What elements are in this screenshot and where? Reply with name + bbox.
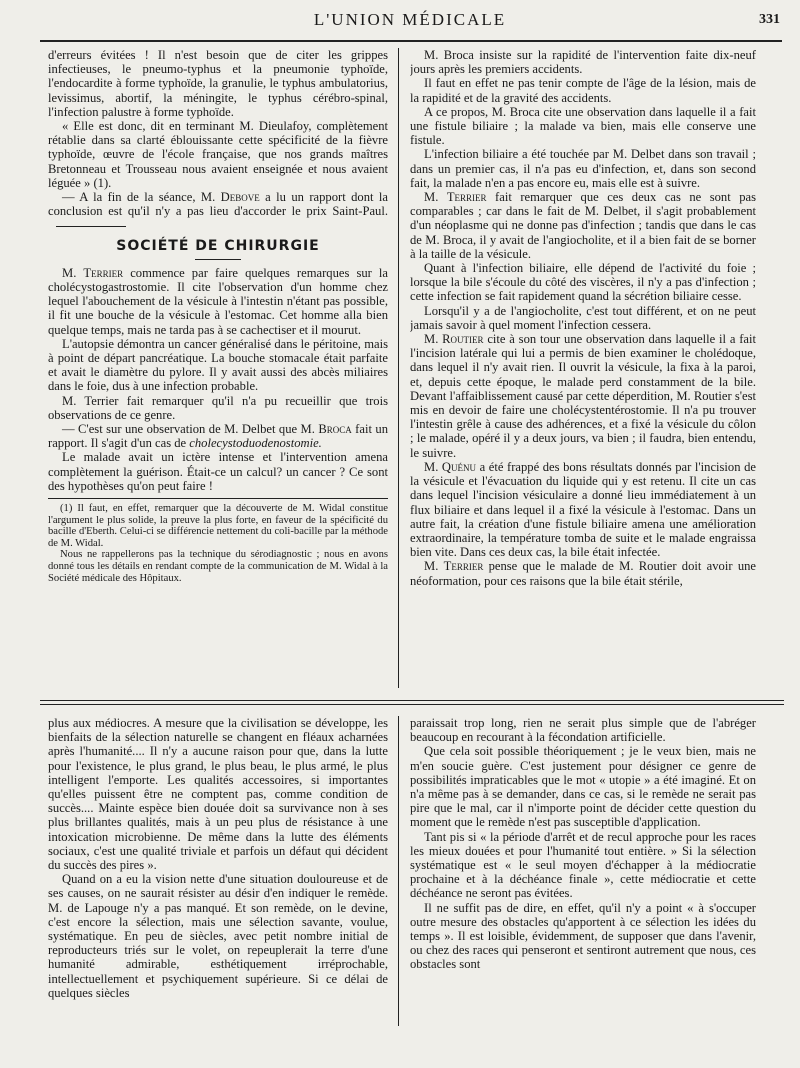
text: M. bbox=[424, 332, 443, 347]
separator bbox=[195, 259, 241, 260]
page-header bbox=[40, 10, 780, 36]
running-title: L'UNION MÉDICALE bbox=[313, 10, 507, 29]
top-right-column bbox=[410, 48, 756, 692]
footnote bbox=[48, 503, 388, 584]
text: a été frappé des bons résultats donnés par l'incision de la vésicule et l'évacuation du liquide qui y est retenu. Il cite un cas dans lequel l'incision vésiculaire a donné lieu immédiatement à un flux biliaire et dans lequel il a fixé la vésicule à l'estomac. Dans un autre fait, la création d'une fistule biliaire amena une amélioration extraordinaire, la température tomba de suite et le malade engraissa bien vite. Dans ces deux cas, la bile était infectée. bbox=[410, 459, 756, 560]
paragraph bbox=[410, 332, 756, 460]
text: M. bbox=[424, 559, 444, 574]
bottom-left-column bbox=[48, 716, 388, 1056]
author-name: Terrier bbox=[83, 265, 124, 280]
text: M. bbox=[424, 190, 447, 205]
paragraph: Tant pis si « la période d'arrêt et de recul approche pour les races les mieux douées et pour l'humanité tout entière. » Si la sélection systématique est « le seul moyen d'échapper à la médiocratie prochaine et à la déchéance finale », cette médiocratie et cette déchéance ne seront pas évitées. bbox=[410, 829, 756, 901]
author-name: Routier bbox=[442, 332, 484, 347]
text: — C'est sur une observation de M. Delbet que M. bbox=[62, 422, 319, 437]
paragraph: plus aux médiocres. A mesure que la civilisation se développe, les bienfaits de la sélection naturelle se changent en fléaux acharnées après l'humanité.... Il n'y a aucune raison pour que, dans la lutte pour l'existence, le plus grand, le plus beau, le plus armé, le plus intelligent l'emporte. Les qualités accessoires, si importantes qu'elles puissent être ne comptent pas, comme condition de succès.... Mainte espèce bien douée doit sa survivance non à ses plus brillantes qualités, mais à un peu plus de résistance à une intoxication microbienne. De même dans la lutte des éléments sociaux, c'est une qualité triviale et parfois un défaut qui décident du succès des pires ». bbox=[48, 716, 388, 873]
footnote-rule bbox=[48, 498, 388, 499]
header-rule bbox=[40, 40, 782, 42]
author-name: Terrier bbox=[443, 559, 484, 574]
text: cite à son tour une observation dans laquelle il a fait l'incision latérale qui lui a permis de bien examiner le cholédoque, dans lequel il n'y avait rien. Il ouvrit la vésicule, la fixa à la paroi, et, depuis cette époque, le malade perd constamment de la bile. Devant l'affaiblissement causé par cette déperdition, M. Routier s'est mis en devoir de faire une cholécystentérostomie. Il n'a pu trouver l'intestin grêle à cause des adhérences, et a fixé la vésicule du côlon ; le malade, opéré il y a deux jours, va bien ; il faudra, bien entendu, le suivre. bbox=[410, 332, 756, 460]
paragraph: Que cela soit possible théoriquement ; je le veux bien, mais ne m'en soucie guère. C'est justement pour désigner ce genre de possibilités impraticables que le mot « utopie » a été imaginé. Et on n'a même pas à se demander, dans ce cas, si le remède ne serait pas pire que le mal, car il n'importe point de décider cette question du moment que le remède n'est pas susceptible d'application. bbox=[410, 744, 756, 830]
text: commence par faire quelques remarques sur la cholécystogastrostomie. Il cite l'observation d'un homme chez lequel l'abouchement de la vésicule à l'intestin n'étant pas possible, il fit une bouche de la vésicule à l'estomac. Cet homme alla bien quelque temps, mais ne tarda pas à se cachectiser et il mourut. bbox=[48, 265, 388, 337]
paragraph bbox=[410, 460, 756, 559]
paragraph: Le malade avait un ictère intense et l'intervention amena complètement la guérison. Était-ce un calcul? un cancer ? Ce sont des hypothèses qu'on peut faire ! bbox=[48, 450, 388, 493]
paragraph: Il ne suffit pas de dire, en effet, qu'il n'y a point « à s'occuper outre mesure des obstacles qu'apportent à ce sélection les idées du temps ». Il est loisible, évidemment, de supposer que dans l'avenir, ou chez des races qui penseront et sentiront autrement que nous, ces obstacles sont bbox=[410, 900, 756, 972]
section-rule bbox=[40, 704, 784, 705]
author-name: Broca bbox=[318, 422, 352, 437]
paragraph bbox=[48, 422, 388, 450]
paragraph: A ce propos, M. Broca cite une observation dans laquelle il a fait une fistule biliaire ; la malade va bien, mais elle conserve une fistule. bbox=[410, 104, 756, 148]
paragraph: d'erreurs évitées ! Il n'est besoin que de citer les grippes infectieuses, le pneumo-typhus et la pneumonie typhoïde, l'endocardite à forme typhoïde, la granulie, le typhus ambulatorius, levissimus, abortif, la méningite, le typhus cérébro-spinal, l'infection palustre à forme typhoïde. bbox=[48, 48, 388, 119]
author-name: Quénu bbox=[441, 459, 477, 474]
paragraph: Quant à l'infection biliaire, elle dépend de l'activité du foie ; lorsque la bile s'écoule du côté des viscères, il n'y a pas d'infection ; cette infection se fait rapidement quand la sécrétion biliaire cesse. bbox=[410, 261, 756, 304]
paragraph: M. Broca insiste sur la rapidité de l'intervention faite dix-neuf jours après les premiers accidents. bbox=[410, 48, 756, 77]
text: a lu un rapport dont la conclusion est qu'il n'y a pas lieu d'accorder le prix Saint-Paul. bbox=[48, 190, 388, 219]
paragraph bbox=[410, 190, 756, 261]
bottom-right-column bbox=[410, 716, 756, 1056]
section-rule bbox=[40, 700, 784, 701]
text: M. bbox=[62, 265, 84, 280]
text: pense que le malade de M. Routier doit avoir une néoformation, pour ces raisons que la bile était stérile, bbox=[410, 559, 756, 588]
section-heading: SOCIÉTÉ DE CHIRURGIE bbox=[116, 237, 320, 254]
paragraph: L'infection biliaire a été touchée par M. Delbet dans son travail ; dans un premier cas, il n'a pas eu d'infection, et, dans son second fait, la malade n'en a pas encore eu, mais elle est à suivre. bbox=[410, 147, 756, 190]
text: fait remarquer que ces deux cas ne sont pas comparables ; car dans le fait de M. Delbet, il s'agit probablement d'un néoplasme qui ne donne pas d'infection ; tandis que dans le cas de M. Broca, il y avait de l'angiocholite, et il a bien fait de se borner à la taille de la vésicule. bbox=[410, 190, 756, 261]
paragraph: « Elle est donc, dit en terminant M. Dieulafoy, complètement rétablie dans sa clarté éblouissante cette spécificité de la fièvre typhoïde, œuvre de l'école française, que nos grands maîtres Bretonneau et Trousseau nous avaient enseignée et nous avaient léguée » (1). bbox=[48, 119, 388, 190]
text: M. bbox=[424, 459, 442, 474]
column-divider bbox=[398, 716, 399, 1026]
paragraph: Lorsqu'il y a de l'angiocholite, c'est tout différent, et on ne peut jamais savoir à quel moment l'infection cessera. bbox=[410, 303, 756, 332]
column-divider bbox=[398, 48, 399, 688]
top-left-column bbox=[48, 48, 388, 692]
text: — A la fin de la séance, M. bbox=[62, 190, 221, 205]
paragraph: M. Terrier fait remarquer qu'il n'a pu recueillir que trois observations de ce genre. bbox=[48, 393, 388, 422]
footnote-text: (1) Il faut, en effet, remarquer que la découverte de M. Widal constitue l'argument le plus solide, la preuve la plus forte, en faveur de la spécificité du bacille d'Eberth. Celui-ci se différencie nettement du coli-bacille par la méthode de M. Widal. bbox=[48, 503, 388, 549]
page-number: 331 bbox=[759, 12, 780, 27]
italic-term: cholecystoduodenostomie. bbox=[189, 436, 322, 451]
paragraph: paraissait trop long, rien ne serait plus simple que de l'abréger beaucoup en recourant à la fécondation artificielle. bbox=[410, 716, 756, 745]
paragraph: Quand on a eu la vision nette d'une situation douloureuse et de ses causes, on ne saurait résister au désir d'en indiquer le remède. M. de Lapouge n'y a pas manqué. Et son remède, on le devine, c'est encore la sélection, mais une sélection savante, voulue, systématique. En peu de siècles, avec petit nombre initial de reproducteurs triés sur le volet, on repeuplerait la terre d'une humanité admirable, esthétiquement irréprochable, intellectuellement et psychiquement supérieure. Si ce délai de quelques siècles bbox=[48, 872, 388, 1000]
author-name: Debove bbox=[220, 190, 260, 205]
paragraph bbox=[48, 190, 388, 233]
author-name: Terrier bbox=[446, 190, 487, 205]
footnote-text: Nous ne rappellerons pas la technique du sérodiagnostic ; nous en avons donné tous les détails en rendant compte de la communication de M. Widal à la Société médicale des Hôpitaux. bbox=[48, 549, 388, 584]
paragraph: Il faut en effet ne pas tenir compte de l'âge de la lésion, mais de la rapidité et de la gravité des accidents. bbox=[410, 76, 756, 105]
paragraph bbox=[48, 266, 388, 337]
paragraph: L'autopsie démontra un cancer généralisé dans le péritoine, mais à point de départ pancréatique. La bouche stomacale était parfaite et avait le diamètre du pylore. Il y avait aussi des abcès miliaires dans le foie, dus à une infection probable. bbox=[48, 336, 388, 394]
separator bbox=[56, 226, 126, 227]
paragraph bbox=[410, 559, 756, 587]
text: fait un rapport. Il s'agit d'un cas de bbox=[48, 422, 388, 451]
